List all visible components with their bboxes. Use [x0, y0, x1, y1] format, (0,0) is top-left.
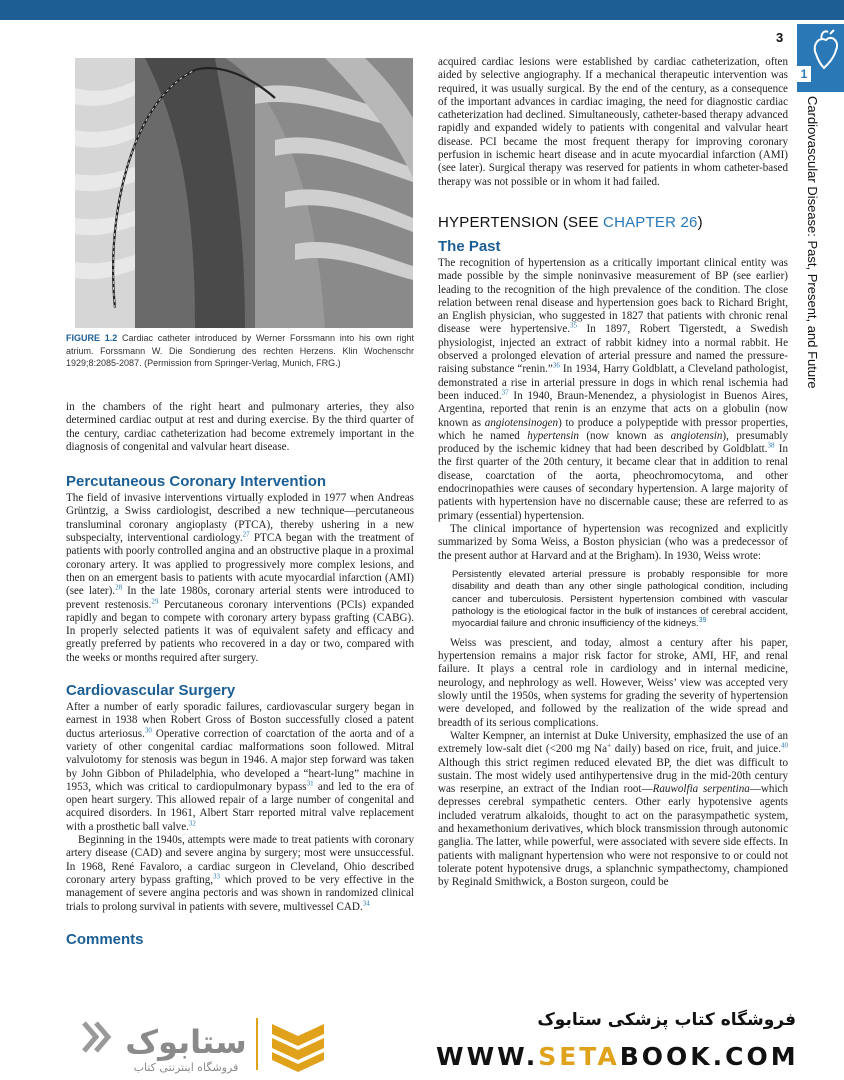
surgery-paragraph-1: After a number of early sporadic failures, cardiovascular surgery began in earnest in 1938 when Robert Gross of Boston successfully closed a patent ductus arteriosus.$^{30}$ Operative correction of coarctation of the aorta and of a variety of other congenital cardiac malformations soon followed. Mitral valvulotomy for stenosis was begun in 1946. A major step forward was taken by John Gibbon of Philadelphia, who developed a “heart-lung” machine in 1953, which was critical to cardiopulmonary bypass$^{31}$ and led to the era of open heart surgery. This allowed repair of a large number of congenital and acquired disorders. In 1961, Albert Starr reported mitral valve replacement with a prosthetic ball valve.$^{32}$ — [66, 701, 415, 833]
ref-34[interactable]: 34 — [362, 898, 370, 907]
ref-31[interactable]: 31 — [306, 779, 314, 788]
logo-subtitle: فروشگاه اینترنتی کتاب — [133, 1061, 239, 1074]
left-column — [66, 401, 414, 950]
hypertension-paragraph-1: The recognition of hypertension as a critically important clinical entity was made possible by the simple noninvasive measurement of BP (see earlier) leading to the recognition of the high prevalence of the condition. The close relation between renal disease and hypertension goes back to Richard Bright, an English physician, who suggested in 1827 that patients with chronic renal disease were hypertensive.$^{35}$ In 1897, Robert Tigerstedt, a Swedish physiologist, injected an extract of rabbit kidney into a normal rabbit. He observed a prolonged elevation of arterial pressure and named the pressure-raising substance “renin.”$^{36}$ In 1934, Harry Goldblatt, a Cleveland pathologist, demonstrated a rise in arterial pressure in dogs in which renal ischemia had been induced.$^{37}$ In 1940, Braun-Menendez, a physiologist in Buenos Aires, Argentina, reported that renin is an enzyme that acts on a globulin (now known as angiotensinogen) to produce a polypeptide with pressor properties, which he named hypertensin (now known as angiotensin), presumably produced by the ischemic kidney that had been described by Goldblatt.$^{38}$ In the first quarter of the 20th century, it became clear that in addition to renal disease, coarctation of the aorta, pheochromocytoma, and other endocrinopathies were causes of secondary hypertension. A large majority of patients with hypertension have no discernable cause; these are referred to as primary (essential) hypertension. — [438, 256, 789, 522]
ref-32[interactable]: 32 — [188, 819, 196, 828]
pci-paragraph: The field of invasive interventions virtually exploded in 1977 when Andreas Grüntzig, a Swiss cardiologist, described a new technique—percutaneous transluminal coronary angioplasty (PTCA), thereby ushering in a new subspecialty, interventional cardiology.$^{27}$ PTCA began with the treatment of patients with poorly controlled angina and an obstructive plaque in a proximal coronary artery. It was applied to progressively more complex lesions, and then on an emergent basis to patients with acute myocardial infarction (AMI) (see later).$^{28}$ In the late 1980s, coronary arterial stents were introduced to prevent restenosis.$^{29}$ Percutaneous coronary interventions (PCIs) expanded rapidly and began to compete with coronary artery bypass grafting (CABG). In properly selected patients it was of equivalent safety and efficacy and greatly preferred by patients who recovered in a day or two, compared with the weeks or months required after surgery. — [66, 492, 415, 664]
ref-35[interactable]: 35 — [570, 321, 578, 330]
chapter-26-link[interactable]: CHAPTER 26 — [603, 213, 698, 231]
pci-heading: Percutaneous Coronary Intervention — [66, 473, 327, 491]
ref-27[interactable]: 27 — [242, 530, 250, 539]
ref-36[interactable]: 36 — [552, 361, 560, 370]
the-past-heading: The Past — [438, 237, 501, 255]
book-stack-icon — [268, 1016, 328, 1072]
right-intro-paragraph: acquired cardiac lesions were established by cardiac catheterization, often aided by selective angiography. If a mechanical therapeutic intervention was required, it was usually surgical. By the end of the century, as a consequence of the important advances in cardiac imaging, the need for diagnostic cardiac catheterization had declined. Simultaneously, catheter-based therapy advanced rapidly and expanded widely to patients with congenital and valvular heart disease. PCI became the most frequent therapy for improving coronary perfusion in ischemic heart disease and in acute myocardial infarction (AMI) (see later). Surgical therapy was reserved for patients in whom catheter-based therapy was not possible or in whom it had failed. — [438, 56, 788, 188]
figure-caption-text: Cardiac catheter introduced by Werner Forssmann into his own right atrium. Forssmann W. Die Sondierung des rechten Herzens. Klin Wochenschr 1929;8:2085-2087. (Permission from Springer-Verlag, Munich, FRG.) — [66, 333, 414, 368]
hypertension-paragraph-3: Weiss was prescient, and today, almost a century after his paper, hypertension remains a major risk factor for stroke, AMI, HF, and renal failure. It plays a central role in cardiology and in internal medicine, neurology, and nephrology as well. However, Weiss’ view was accepted very slowly until the 1950s, when systems for grading the severity of hypertension were developed, and followed by the realization of the wide spread and breadth of its serious complications. — [438, 636, 788, 729]
figure-label: FIGURE 1.2 — [66, 333, 118, 343]
setabook-logo[interactable] — [76, 1013, 256, 1075]
heart-logo-icon — [810, 28, 840, 82]
hypertension-paragraph-2: The clinical importance of hypertension was recognized and explicitly summarized by Soma Weiss, a Boston physician (who was a predecessor of the present author at Harvard and at the Brigham). In 1930, Weiss wrote: — [438, 522, 788, 562]
ref-30[interactable]: 30 — [144, 725, 152, 734]
chapter-title-vertical: Cardiovascular Disease: Past, Present, and Future — [805, 96, 820, 389]
surgery-heading: Cardiovascular Surgery — [66, 682, 236, 700]
ref-37[interactable]: 37 — [501, 388, 509, 397]
ref-29[interactable]: 29 — [151, 596, 159, 605]
hypertension-paragraph-4: Walter Kempner, an internist at Duke University, emphasized the use of an extremely low-salt diet (<200 mg Na+ daily) based on rice, fruit, and juice.$^{40}$ Although this strict regimen reduced elevated BP, the diet was difficult to sustain. The most widely used antihypertensive drug in the mid-20th century was reserpine, an extract of the Indian root—Rauwolfia serpentina—which depresses cerebral sympathetic centers. Other early hypotensive agents included veratrum alkaloids, thought to act on the parasympathetic system, and hexamethonium derivatives, which block transmission through autonomic ganglia. The latter, while powerful, were associated with severe side effects. In patients with malignant hypertension who were not responsive to or could not tolerate potent hypotensive drugs, a splanchnic sympathectomy, championed by Reginald Smithwick, a Boston surgeon, could be — [438, 729, 789, 889]
page-number: 3 — [776, 30, 784, 45]
comments-heading: Comments — [66, 930, 144, 948]
top-banner — [0, 0, 844, 20]
ref-38[interactable]: 38 — [767, 441, 775, 450]
hypertension-heading: HYPERTENSION (SEE CHAPTER 26) — [438, 213, 703, 231]
chapter-number: 1 — [797, 66, 811, 82]
ref-40[interactable]: 40 — [781, 741, 788, 750]
ref-33[interactable]: 33 — [213, 872, 221, 881]
logo-wordmark: ستابوک — [125, 1023, 247, 1061]
store-url[interactable]: WWW.SETABOOK.COM — [436, 1042, 799, 1071]
right-column — [438, 56, 788, 889]
figure-caption — [66, 332, 414, 370]
store-name-persian: فروشگاه کتاب پزشکی ستابوک — [537, 1010, 796, 1030]
surgery-paragraph-2: Beginning in the 1940s, attempts were made to treat patients with coronary artery disease (CAD) and severe angina by surgery; most were unsuccessful. In 1968, René Favaloro, a cardiac surgeon in Cleveland, Ohio described coronary artery bypass grafting,$^{33}$ which proved to be very effective in the management of severe angina pectoris and was shown in randomized clinical trials to prolong survival in patients with severe, multivessel CAD.$^{34}$ — [66, 834, 414, 913]
ref-39[interactable]: 39 — [698, 617, 707, 625]
chest-xray-figure — [75, 58, 413, 328]
weiss-quote: Persistently elevated arterial pressure is probably responsible for more disability and death than any other single pathological condition, including cancer and tuberculosis. Persistent hypertension combined with vascular pathology is the etiological factor in the bulk of instances of cerebral accident, myocardial failure and chronic insufficiency of the kidneys.$^{39}$ — [452, 568, 788, 630]
left-intro-paragraph: in the chambers of the right heart and pulmonary arteries, they also determined cardiac output at rest and during exercise. By the third quarter of the century, cardiac catheterization had become extremely important in the diagnosis of congenital and valvular heart disease. — [66, 401, 414, 453]
ref-28[interactable]: 28 — [115, 583, 123, 592]
logo-divider — [256, 1018, 258, 1070]
